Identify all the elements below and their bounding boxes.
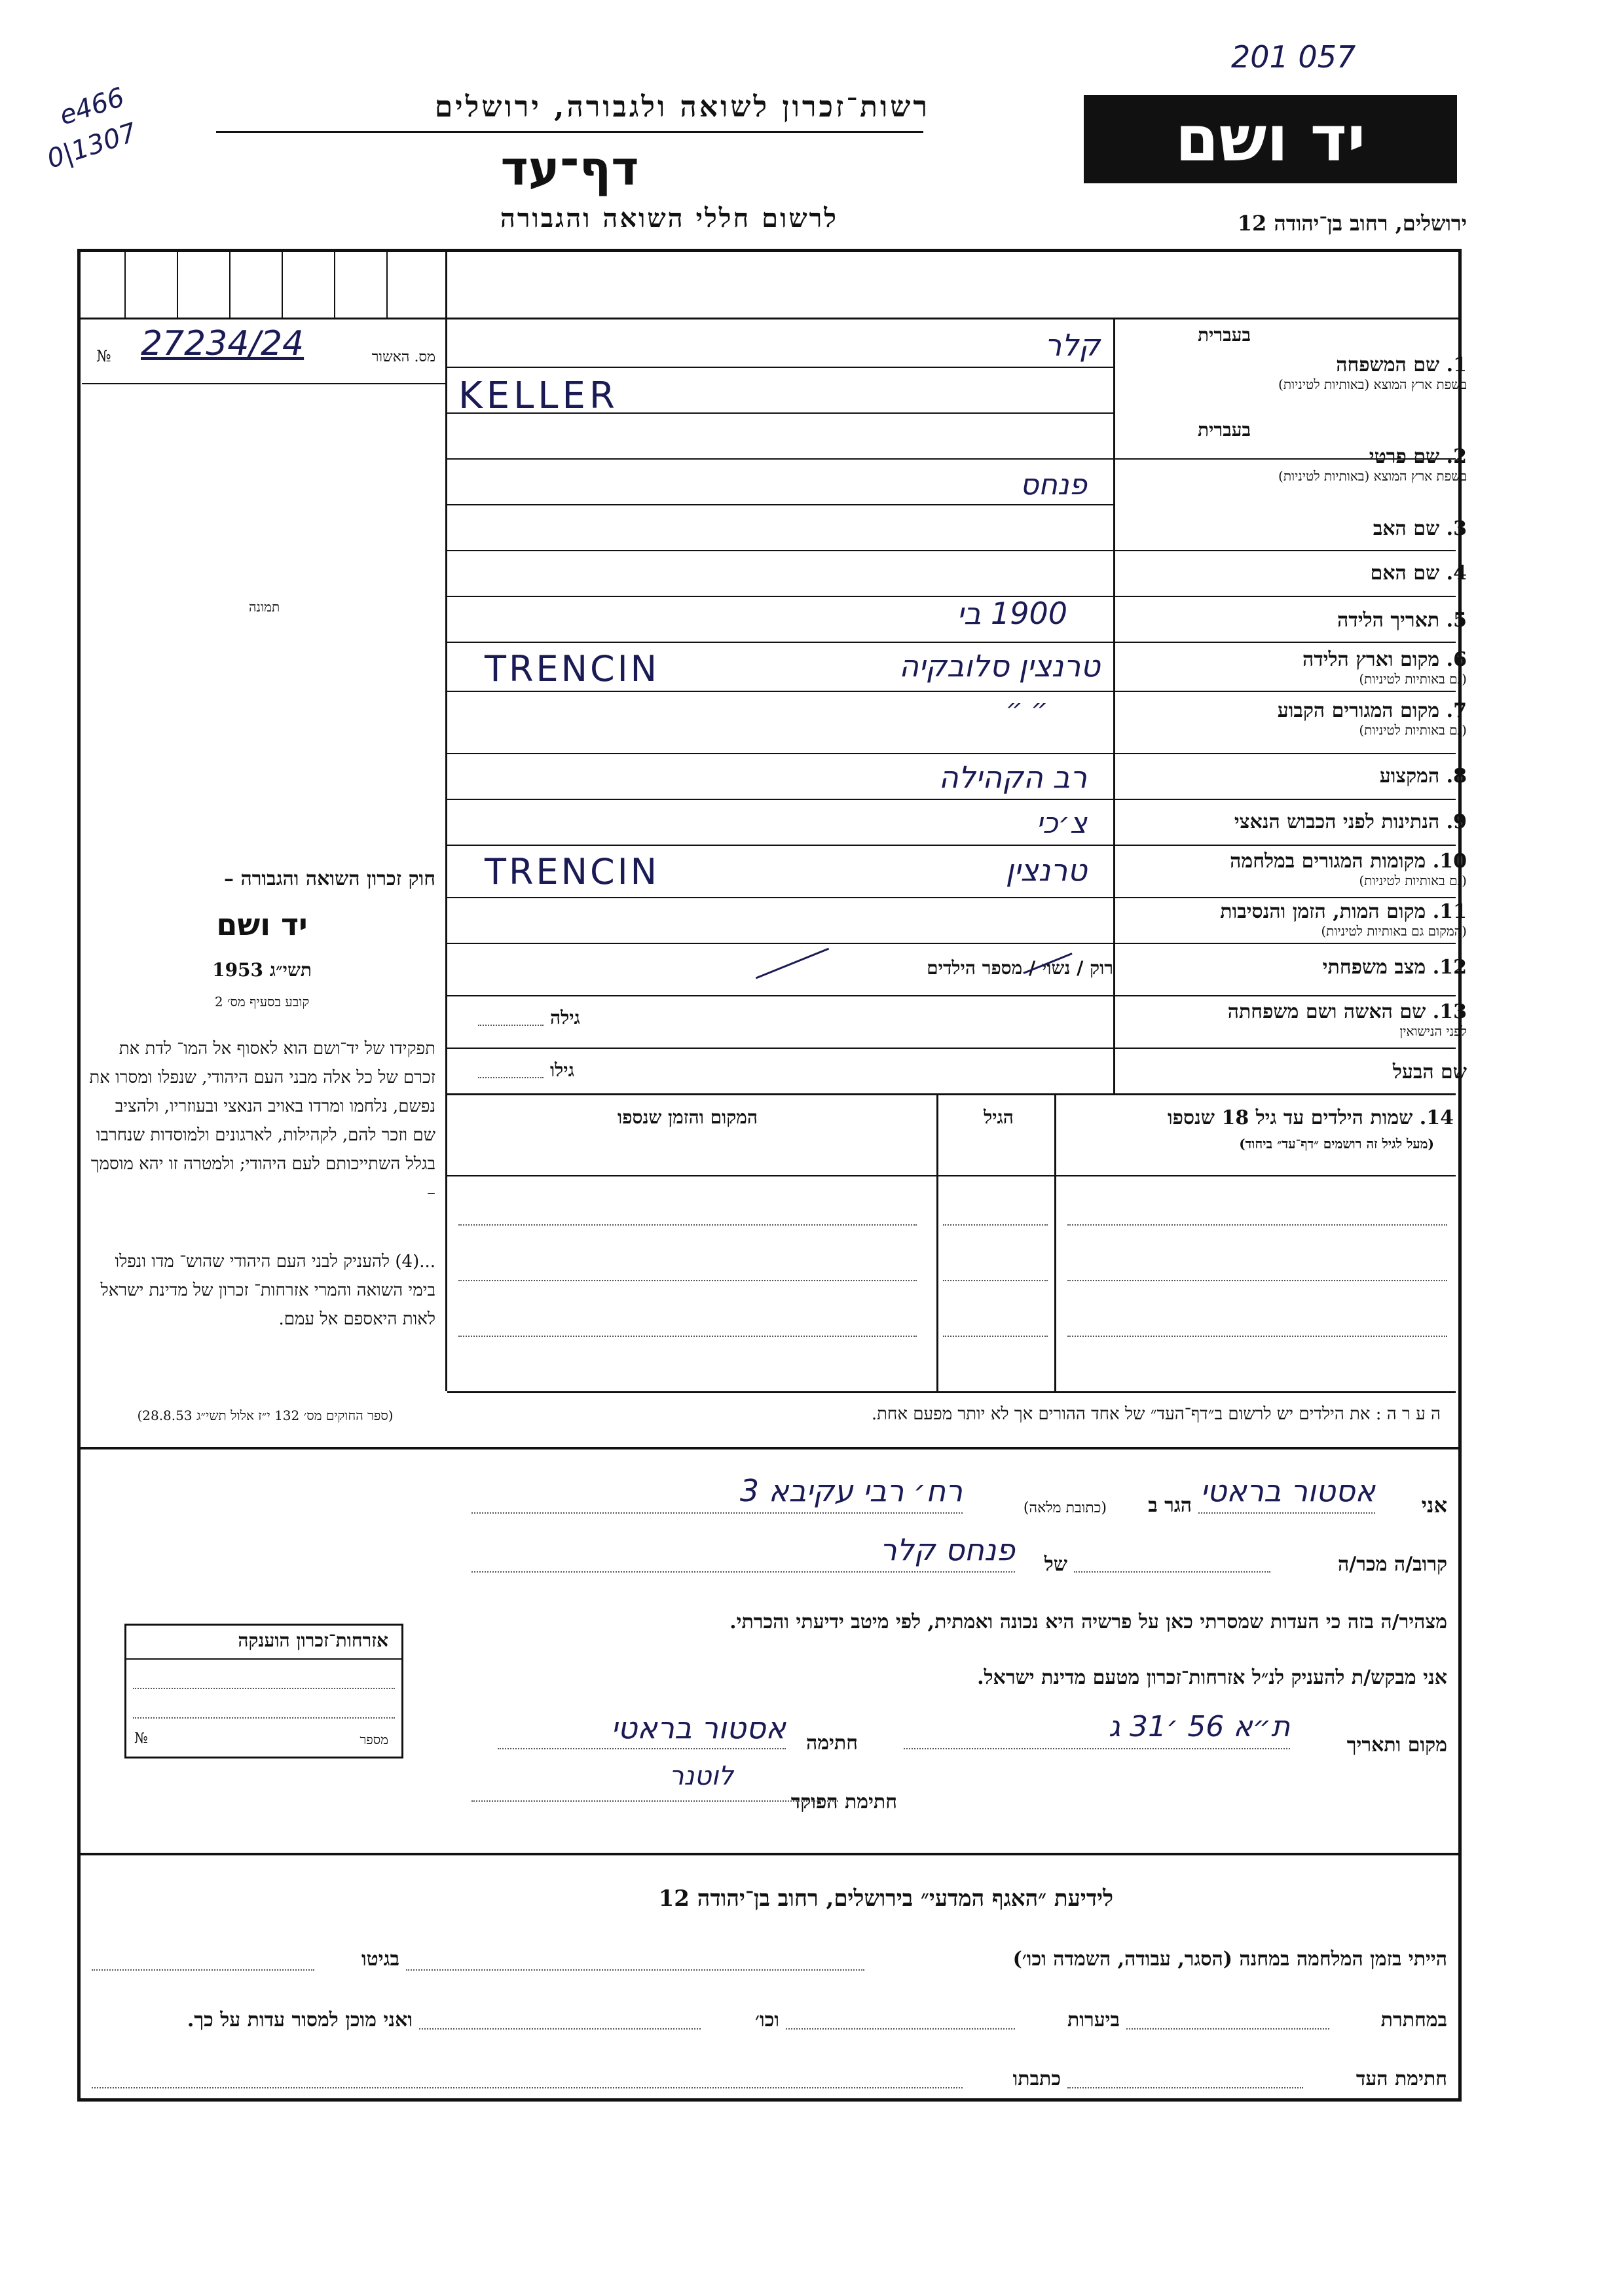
field-13-num: 13. (1432, 1000, 1467, 1023)
field-9-text: הנתינות לפני הכבוש הנאצי (1234, 811, 1440, 833)
footer-address: כתבתו (1012, 2068, 1061, 2090)
form-title: דף־עד (500, 141, 639, 196)
decl-i-value: אסטור בראטי (1200, 1473, 1375, 1508)
field-4-num: 4. (1446, 562, 1467, 585)
field-husband-label (1113, 1061, 1467, 1084)
field-5-label (1113, 609, 1467, 632)
approval-label: מס. האשור (371, 349, 435, 365)
field-4-label (1113, 562, 1467, 585)
approval-area (82, 321, 442, 383)
law-clause: קובע בסעיף מס׳ 2 (214, 994, 310, 1010)
field-11-text: מקום המות, הזמן והנסיבות (1220, 900, 1426, 923)
footer-line1-camp: הייתי בזמן המלחמה במחנה (הסגר, עבודה, השמדה וכו׳) (1012, 1948, 1447, 1971)
photo-label: תמונה (249, 599, 280, 615)
field-3-text: שם האב (1373, 517, 1440, 540)
field-9-label (1113, 811, 1467, 833)
field-11-label (1113, 900, 1467, 939)
field-4-text: שם האם (1370, 562, 1440, 585)
field-7-text: מקום המגורים הקבוע (1277, 699, 1440, 722)
law-text-1: תפקידו של יד־ושם הוא לאסוף אל המו־ לדת את זכרם של כל אלה מבני העם היהודי, שנפלו ומסרו את נפשם, נלחמו ומרדו באויב הנאצי ובעוזריו, ולהציב שם וזכר להם, לקהילות, לארגונים ולמוסדות שנחרבו בגלל השתייכותם לעם היהודי; ולמטרה זו יהא מוסמך – (89, 1039, 435, 1203)
field-5-num: 5. (1446, 609, 1467, 632)
remark: ה ע ר ה : את הילדים יש לרשום ב״דף־העד״ של אחד ההורים אך לא יותר מפעם אחת. (871, 1404, 1441, 1424)
decl-request: אני מבקש/ת להעניק לנ״ל אזרחות־זכרון מטעם מדינת ישראל. (977, 1666, 1447, 1689)
field-12-label (1113, 956, 1467, 979)
decl-place-date-label: מקום ותאריך (1346, 1734, 1447, 1757)
field-6-latin-value: TRENCIN (485, 648, 660, 689)
citizenship-number-label: מספר (360, 1732, 388, 1747)
decl-signature-value: אסטור בראטי (611, 1710, 786, 1745)
field-1-num: 1. (1446, 354, 1467, 376)
law-name: יד ושם (216, 907, 308, 942)
address: ירושלים, רחוב בן־יהודה 12 (1237, 211, 1467, 236)
field-12-text: מצב משפחתי (1322, 956, 1426, 979)
field-7-sub: (גם באותיות לטיניות) (1359, 722, 1467, 738)
field-10-latin-value: TRENCIN (485, 851, 660, 892)
field-2-label (1113, 445, 1467, 484)
authority-name: רשות־זכרון לשואה ולגבורה, ירושלים (434, 90, 930, 124)
law-text-2: ...(4) להעניק לבני העם היהודי שהוש־ מדו ונפלו בימי השואה והמרי אזרחות־ זכרון של מדינת ישראל לאות היאספם אל עמם. (100, 1252, 435, 1329)
field-2-text: שם פרטי (1369, 445, 1440, 468)
field-10-num: 10. (1432, 850, 1467, 873)
field-6-value: טרנצין סלובקיה (898, 648, 1100, 683)
yad-vashem-logo: יד ושם (1084, 95, 1457, 183)
field-2-lang-label: בעברית (1197, 419, 1251, 441)
decl-resides-label: הגר ב (1148, 1494, 1192, 1517)
citizenship-no-sign: № (134, 1730, 148, 1747)
field-8-label (1113, 765, 1467, 788)
field-1-latin-value: KELLER (458, 374, 619, 417)
field-9-num: 9. (1446, 811, 1467, 833)
field-10-value: טרנצין (1005, 852, 1087, 888)
corner-note-1: e466 (56, 82, 128, 132)
field-10-label (1113, 850, 1467, 889)
footer-title: לידיעת ״האגף המדעי״ בירושלים, רחוב בן־יהודה 12 (658, 1886, 1113, 1912)
law-year: תשי״ג 1953 (212, 959, 312, 981)
field-6-sub: (גם באותיות לטיניות) (1359, 671, 1467, 687)
field-8-num: 8. (1446, 765, 1467, 788)
field-6-text: מקום וארץ הלידה (1302, 648, 1440, 671)
footer-willing: ואני מוכן למסור עדות על כך. (187, 2009, 413, 2032)
decl-i-label: אני (1421, 1493, 1447, 1518)
law-title: חוק זכרון השואה והגבורה – (224, 867, 435, 890)
field-12-value: רוק / נשוי / מספר הילדים (927, 957, 1113, 979)
decl-address-value: רח׳ רבי עקיבא 3 (739, 1473, 963, 1508)
children-col-place: המקום והזמן שנספו (618, 1106, 758, 1128)
children-col-age: הגיל (984, 1106, 1014, 1128)
footer-witness-signature: חתימת העד (1356, 2068, 1447, 2090)
field-2-num: 2. (1446, 445, 1467, 468)
field-11-num: 11. (1432, 900, 1467, 923)
field-3-value: פנחס (1020, 468, 1087, 501)
form-subtitle: לרשום חללי השואה והגבורה (500, 203, 838, 234)
field-12-num: 12. (1432, 956, 1467, 979)
field-1-text: שם המשפחה (1336, 354, 1440, 376)
field-9-value: צ׳כי (1036, 807, 1087, 840)
field-10-text: מקומות המגורים במלחמה (1230, 850, 1426, 873)
field-7-label (1113, 699, 1467, 738)
decl-signature-label: חתימה (806, 1732, 858, 1755)
field-5-text: תאריך הלידה (1337, 609, 1440, 632)
footer-underground: במחתרת (1380, 2009, 1447, 2032)
field-13-text: שם האשה ושם משפחתה (1227, 1000, 1426, 1023)
field-3-label (1113, 517, 1467, 540)
field-11-sub: (המקום גם באותיות לטיניות) (1321, 923, 1467, 939)
field-8-value: רב הקהילה (938, 759, 1087, 795)
decl-of-value: פנחס קלר (879, 1532, 1015, 1567)
field-6-num: 6. (1446, 648, 1467, 671)
approval-number: 27234/24 (141, 324, 304, 363)
corner-note-2: 0|1307 (43, 117, 141, 175)
field-1-value: קלר (1044, 327, 1100, 363)
field-1-label (1113, 354, 1467, 393)
footer-forests: ביערות (1067, 2009, 1120, 2032)
law-reference: (ספר החוקים מס׳ 132 י״ז אלול תשי״ג 28.8.53) (137, 1408, 394, 1423)
footer-line1-ghetto: בגיטו (361, 1948, 399, 1971)
archive-number: 201 057 (1231, 39, 1356, 75)
field-7-num: 7. (1446, 699, 1467, 722)
husband-age-label: גילו (550, 1059, 574, 1081)
field-3-num: 3. (1446, 517, 1467, 540)
decl-inspector-value: לוטנר (669, 1761, 733, 1791)
field-10-sub: (גם באותיות לטיניות) (1359, 873, 1467, 888)
footer-etc: וכו׳ (755, 2009, 779, 2032)
children-title: 14. שמות הילדים עד גיל 18 שנספו (1167, 1106, 1454, 1129)
wife-age-label: גילה (550, 1007, 580, 1029)
field-13-label (1113, 1000, 1467, 1040)
field-5-value: 1900 בי (957, 596, 1067, 631)
field-1-lang-label: בעברית (1197, 324, 1251, 346)
decl-inspector-label: חתימת הפוקד (790, 1791, 897, 1813)
citizenship-box (124, 1624, 403, 1758)
approval-no-sign: № (96, 347, 111, 365)
decl-of-label: של (1044, 1553, 1067, 1576)
decl-relative-label: קרוב/ה מכר/ה (1338, 1553, 1447, 1576)
children-note: (מעל לגיל זה רושמים ״דף־עד״ ביחוד) (1239, 1136, 1434, 1152)
decl-address-label: (כתובת מלאה) (1023, 1500, 1107, 1516)
field-8-text: המקצוע (1379, 765, 1440, 788)
citizenship-title: אזרחות־זכרון הוענקה (238, 1630, 388, 1651)
field-13-sub: לפני הנישואין (1399, 1023, 1467, 1039)
decl-statement: מצהיר/ה בזה כי העדות שמסרתי כאן על פרשיה היא נכונה ואמתית, לפי מיטב ידיעתי והכרתי. (729, 1611, 1447, 1633)
field-7-value: ״ ״ (1005, 694, 1048, 724)
field-1-sub: בשפת ארץ המוצא (באותיות לטיניות) (1278, 376, 1467, 392)
decl-place-date-value: ת״א 56 ׳31 ג (1108, 1710, 1290, 1743)
field-husband-text: שם הבעל (1392, 1061, 1467, 1084)
field-6-label (1113, 648, 1467, 687)
field-2-sub: בשפת ארץ המוצא (באותיות לטיניות) (1278, 468, 1467, 484)
